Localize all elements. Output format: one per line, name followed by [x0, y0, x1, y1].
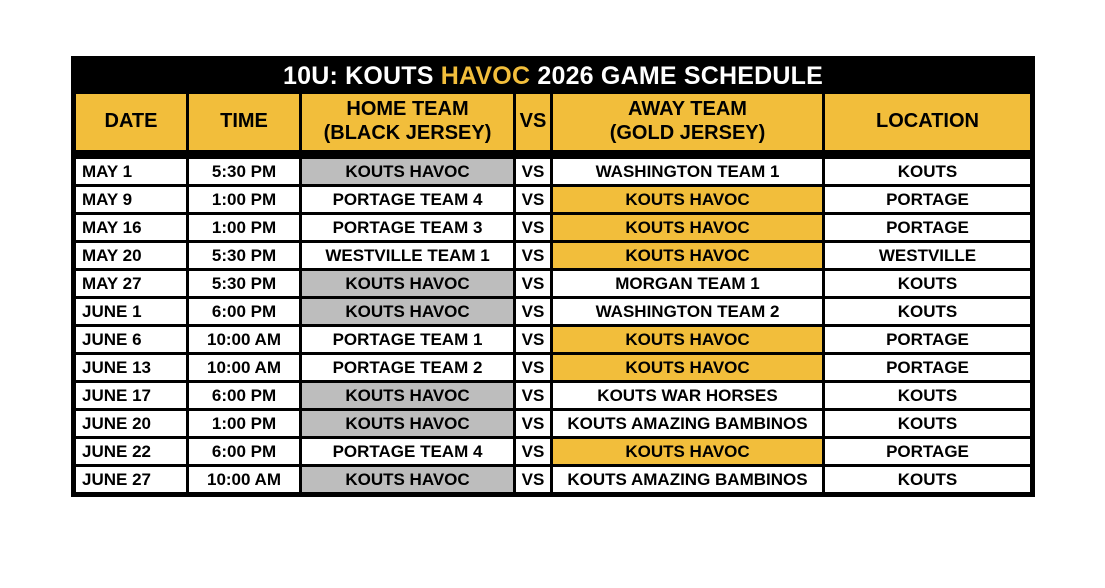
cell-vs: VS — [516, 243, 550, 268]
cell-time: 10:00 AM — [189, 327, 299, 352]
table-row — [76, 159, 1030, 184]
cell-date: JUNE 22 — [76, 439, 186, 464]
table-row — [76, 215, 1030, 240]
header-away-line2: (GOLD JERSEY) — [609, 122, 766, 144]
cell-vs: VS — [516, 187, 550, 212]
cell-home-team: WESTVILLE TEAM 1 — [302, 243, 513, 268]
cell-location: KOUTS — [825, 271, 1030, 296]
schedule-grid — [73, 91, 1033, 495]
table-row — [76, 271, 1030, 296]
header-date: DATE — [76, 94, 186, 150]
cell-time: 1:00 PM — [189, 411, 299, 436]
table-row — [76, 411, 1030, 436]
table-row — [76, 439, 1030, 464]
cell-location: PORTAGE — [825, 327, 1030, 352]
cell-date: JUNE 13 — [76, 355, 186, 380]
cell-date: MAY 16 — [76, 215, 186, 240]
table-row — [76, 243, 1030, 268]
cell-home-team: PORTAGE TEAM 4 — [302, 439, 513, 464]
cell-location: KOUTS — [825, 467, 1030, 492]
cell-home-team: KOUTS HAVOC — [302, 467, 513, 492]
cell-away-team: MORGAN TEAM 1 — [553, 271, 822, 296]
schedule-rows — [76, 159, 1030, 492]
cell-time: 10:00 AM — [189, 467, 299, 492]
cell-vs: VS — [516, 299, 550, 324]
cell-away-team: KOUTS AMAZING BAMBINOS — [553, 411, 822, 436]
cell-location: WESTVILLE — [825, 243, 1030, 268]
cell-time: 6:00 PM — [189, 383, 299, 408]
header-home-line1: HOME TEAM — [346, 98, 469, 121]
cell-date: JUNE 1 — [76, 299, 186, 324]
header-away-team — [553, 94, 822, 150]
cell-date: JUNE 20 — [76, 411, 186, 436]
cell-home-team: PORTAGE TEAM 4 — [302, 187, 513, 212]
header-vs: VS — [516, 94, 550, 150]
cell-away-team: KOUTS HAVOC — [553, 215, 822, 240]
cell-time: 1:00 PM — [189, 215, 299, 240]
cell-vs: VS — [516, 327, 550, 352]
cell-time: 5:30 PM — [189, 271, 299, 296]
title-prefix: 10U: KOUTS — [283, 61, 441, 90]
cell-vs: VS — [516, 159, 550, 184]
header-location: LOCATION — [825, 94, 1030, 150]
cell-vs: VS — [516, 271, 550, 296]
cell-vs: VS — [516, 439, 550, 464]
schedule-title — [73, 58, 1033, 94]
cell-home-team: PORTAGE TEAM 2 — [302, 355, 513, 380]
cell-vs: VS — [516, 383, 550, 408]
cell-home-team: KOUTS HAVOC — [302, 383, 513, 408]
cell-location: PORTAGE — [825, 355, 1030, 380]
cell-location: KOUTS — [825, 411, 1030, 436]
cell-date: MAY 20 — [76, 243, 186, 268]
cell-home-team: KOUTS HAVOC — [302, 299, 513, 324]
cell-away-team: KOUTS HAVOC — [553, 327, 822, 352]
cell-home-team: PORTAGE TEAM 3 — [302, 215, 513, 240]
table-row — [76, 383, 1030, 408]
cell-date: JUNE 17 — [76, 383, 186, 408]
cell-vs: VS — [516, 215, 550, 240]
cell-time: 5:30 PM — [189, 159, 299, 184]
table-row — [76, 327, 1030, 352]
header-home-line2: (BLACK JERSEY) — [323, 122, 492, 144]
table-row — [76, 355, 1030, 380]
header-row — [76, 94, 1030, 150]
table-row — [76, 187, 1030, 212]
cell-date: MAY 9 — [76, 187, 186, 212]
title-suffix: 2026 GAME SCHEDULE — [530, 61, 823, 90]
header-time: TIME — [189, 94, 299, 150]
cell-location: PORTAGE — [825, 215, 1030, 240]
cell-vs: VS — [516, 467, 550, 492]
table-row — [76, 467, 1030, 492]
cell-vs: VS — [516, 411, 550, 436]
cell-date: JUNE 27 — [76, 467, 186, 492]
cell-date: MAY 27 — [76, 271, 186, 296]
cell-location: KOUTS — [825, 159, 1030, 184]
cell-time: 5:30 PM — [189, 243, 299, 268]
title-accent: HAVOC — [440, 61, 531, 90]
cell-time: 6:00 PM — [189, 439, 299, 464]
cell-home-team: KOUTS HAVOC — [302, 411, 513, 436]
cell-date: MAY 1 — [76, 159, 186, 184]
cell-away-team: KOUTS HAVOC — [553, 187, 822, 212]
cell-away-team: KOUTS HAVOC — [553, 243, 822, 268]
cell-location: KOUTS — [825, 383, 1030, 408]
cell-away-team: KOUTS AMAZING BAMBINOS — [553, 467, 822, 492]
cell-time: 6:00 PM — [189, 299, 299, 324]
cell-location: PORTAGE — [825, 439, 1030, 464]
game-schedule-table — [71, 56, 1035, 497]
header-home-team — [302, 94, 513, 150]
cell-away-team: WASHINGTON TEAM 1 — [553, 159, 822, 184]
cell-away-team: KOUTS HAVOC — [553, 439, 822, 464]
cell-home-team: KOUTS HAVOC — [302, 159, 513, 184]
cell-time: 1:00 PM — [189, 187, 299, 212]
cell-away-team: WASHINGTON TEAM 2 — [553, 299, 822, 324]
cell-away-team: KOUTS HAVOC — [553, 355, 822, 380]
cell-home-team: KOUTS HAVOC — [302, 271, 513, 296]
cell-time: 10:00 AM — [189, 355, 299, 380]
cell-vs: VS — [516, 355, 550, 380]
header-divider — [76, 153, 1030, 156]
cell-date: JUNE 6 — [76, 327, 186, 352]
cell-location: KOUTS — [825, 299, 1030, 324]
cell-home-team: PORTAGE TEAM 1 — [302, 327, 513, 352]
header-away-line1: AWAY TEAM — [628, 98, 747, 121]
table-row — [76, 299, 1030, 324]
cell-away-team: KOUTS WAR HORSES — [553, 383, 822, 408]
cell-location: PORTAGE — [825, 187, 1030, 212]
